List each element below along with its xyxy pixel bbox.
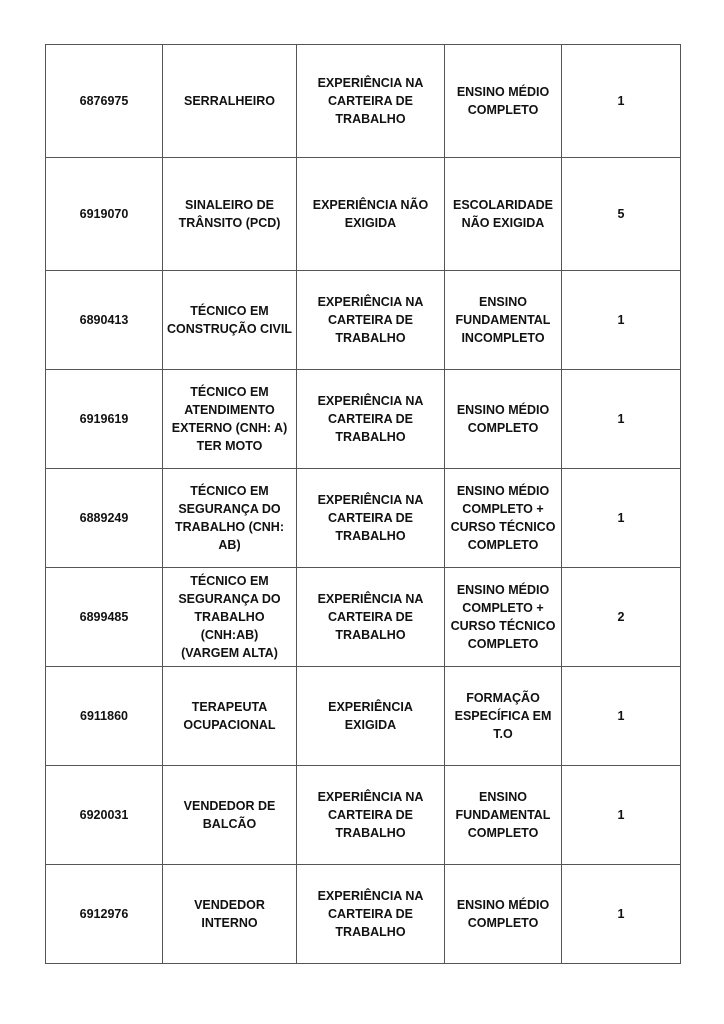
education-cell <box>445 158 562 271</box>
job-code: 6919619 <box>79 412 129 426</box>
experience-cell <box>297 568 445 667</box>
vacancy-count: 2 <box>617 610 625 624</box>
table-row <box>46 865 681 964</box>
job-code-cell <box>46 45 163 158</box>
job-title-cell <box>163 667 297 766</box>
vacancies-cell <box>562 370 681 469</box>
education-cell <box>445 568 562 667</box>
education-requirement: ESCOLARIDADE NÃO EXIGIDA <box>452 198 553 230</box>
experience-cell <box>297 865 445 964</box>
job-title-cell <box>163 766 297 865</box>
experience-cell <box>297 469 445 568</box>
job-title-cell <box>163 158 297 271</box>
job-code: 6920031 <box>79 808 129 822</box>
job-title: TÉCNICO EM SEGURANÇA DO TRABALHO (CNH: AB) <box>174 484 284 552</box>
vacancies-cell <box>562 568 681 667</box>
job-title-cell <box>163 568 297 667</box>
vacancies-cell <box>562 158 681 271</box>
vacancies-cell <box>562 667 681 766</box>
vacancies-cell <box>562 865 681 964</box>
table-row <box>46 370 681 469</box>
education-cell <box>445 469 562 568</box>
education-cell <box>445 865 562 964</box>
experience-requirement: EXPERIÊNCIA NA CARTEIRA DE TRABALHO <box>317 592 424 642</box>
experience-requirement: EXPERIÊNCIA EXIGIDA <box>328 700 413 732</box>
experience-cell <box>297 766 445 865</box>
job-title: TÉCNICO EM SEGURANÇA DO TRABALHO (CNH:AB) (VARGEM ALTA) <box>178 574 281 660</box>
job-title-cell <box>163 370 297 469</box>
job-title-cell <box>163 865 297 964</box>
vacancy-count: 1 <box>617 313 625 327</box>
job-title-cell <box>163 469 297 568</box>
job-title-cell <box>163 271 297 370</box>
vacancy-count: 1 <box>617 709 625 723</box>
education-cell <box>445 370 562 469</box>
vacancies-cell <box>562 469 681 568</box>
experience-requirement: EXPERIÊNCIA NA CARTEIRA DE TRABALHO <box>317 790 424 840</box>
job-code-cell <box>46 158 163 271</box>
job-code-cell <box>46 469 163 568</box>
job-code-cell <box>46 865 163 964</box>
experience-requirement: EXPERIÊNCIA NA CARTEIRA DE TRABALHO <box>317 394 424 444</box>
experience-cell <box>297 271 445 370</box>
job-title: SINALEIRO DE TRÂNSITO (PCD) <box>178 198 281 230</box>
experience-requirement: EXPERIÊNCIA NA CARTEIRA DE TRABALHO <box>317 889 424 939</box>
experience-cell <box>297 158 445 271</box>
experience-cell <box>297 45 445 158</box>
job-code-cell <box>46 667 163 766</box>
education-requirement: ENSINO MÉDIO COMPLETO <box>456 85 550 117</box>
table-row <box>46 469 681 568</box>
job-code: 6899485 <box>79 610 129 624</box>
education-requirement: ENSINO MÉDIO COMPLETO + CURSO TÉCNICO COMPLETO <box>450 484 556 552</box>
experience-requirement: EXPERIÊNCIA NA CARTEIRA DE TRABALHO <box>317 493 424 543</box>
table-row <box>46 667 681 766</box>
vacancy-count: 1 <box>617 907 625 921</box>
experience-requirement: EXPERIÊNCIA NA CARTEIRA DE TRABALHO <box>317 295 424 345</box>
vacancies-cell <box>562 766 681 865</box>
experience-requirement: EXPERIÊNCIA NA CARTEIRA DE TRABALHO <box>317 76 424 126</box>
vacancy-count: 1 <box>617 511 625 525</box>
table-row <box>46 158 681 271</box>
vacancy-count: 1 <box>617 808 625 822</box>
vacancy-count: 5 <box>617 207 625 221</box>
education-requirement: ENSINO FUNDAMENTAL COMPLETO <box>455 790 551 840</box>
table-row <box>46 271 681 370</box>
job-code: 6876975 <box>79 94 129 108</box>
education-requirement: ENSINO MÉDIO COMPLETO <box>456 403 550 435</box>
job-title: TÉCNICO EM ATENDIMENTO EXTERNO (CNH: A) TER MOTO <box>171 385 288 453</box>
job-code-cell <box>46 766 163 865</box>
job-title: TERAPEUTA OCUPACIONAL <box>183 700 276 732</box>
job-code: 6889249 <box>79 511 129 525</box>
job-code-cell <box>46 370 163 469</box>
job-code: 6890413 <box>79 313 129 327</box>
table-row <box>46 766 681 865</box>
job-title: TÉCNICO EM CONSTRUÇÃO CIVIL <box>167 304 292 336</box>
vacancies-cell <box>562 271 681 370</box>
vacancy-count: 1 <box>617 412 625 426</box>
job-code-cell <box>46 568 163 667</box>
job-code: 6919070 <box>79 207 129 221</box>
education-requirement: ENSINO MÉDIO COMPLETO + CURSO TÉCNICO COMPLETO <box>450 583 556 651</box>
job-listing-page <box>45 44 680 964</box>
education-requirement: ENSINO FUNDAMENTAL INCOMPLETO <box>455 295 551 345</box>
experience-requirement: EXPERIÊNCIA NÃO EXIGIDA <box>312 198 429 230</box>
education-requirement: FORMAÇÃO ESPECÍFICA EM T.O <box>454 691 552 741</box>
vacancy-count: 1 <box>617 94 625 108</box>
job-title: SERRALHEIRO <box>184 94 275 108</box>
education-cell <box>445 271 562 370</box>
experience-cell <box>297 667 445 766</box>
education-cell <box>445 45 562 158</box>
job-title: VENDEDOR INTERNO <box>194 898 265 930</box>
table-row <box>46 45 681 158</box>
job-code: 6912976 <box>79 907 129 921</box>
job-vacancies-table <box>45 44 681 964</box>
education-requirement: ENSINO MÉDIO COMPLETO <box>456 898 550 930</box>
job-title: VENDEDOR DE BALCÃO <box>183 799 276 831</box>
job-code-cell <box>46 271 163 370</box>
job-title-cell <box>163 45 297 158</box>
job-code: 6911860 <box>80 709 128 723</box>
table-row <box>46 568 681 667</box>
experience-cell <box>297 370 445 469</box>
education-cell <box>445 766 562 865</box>
vacancies-cell <box>562 45 681 158</box>
education-cell <box>445 667 562 766</box>
